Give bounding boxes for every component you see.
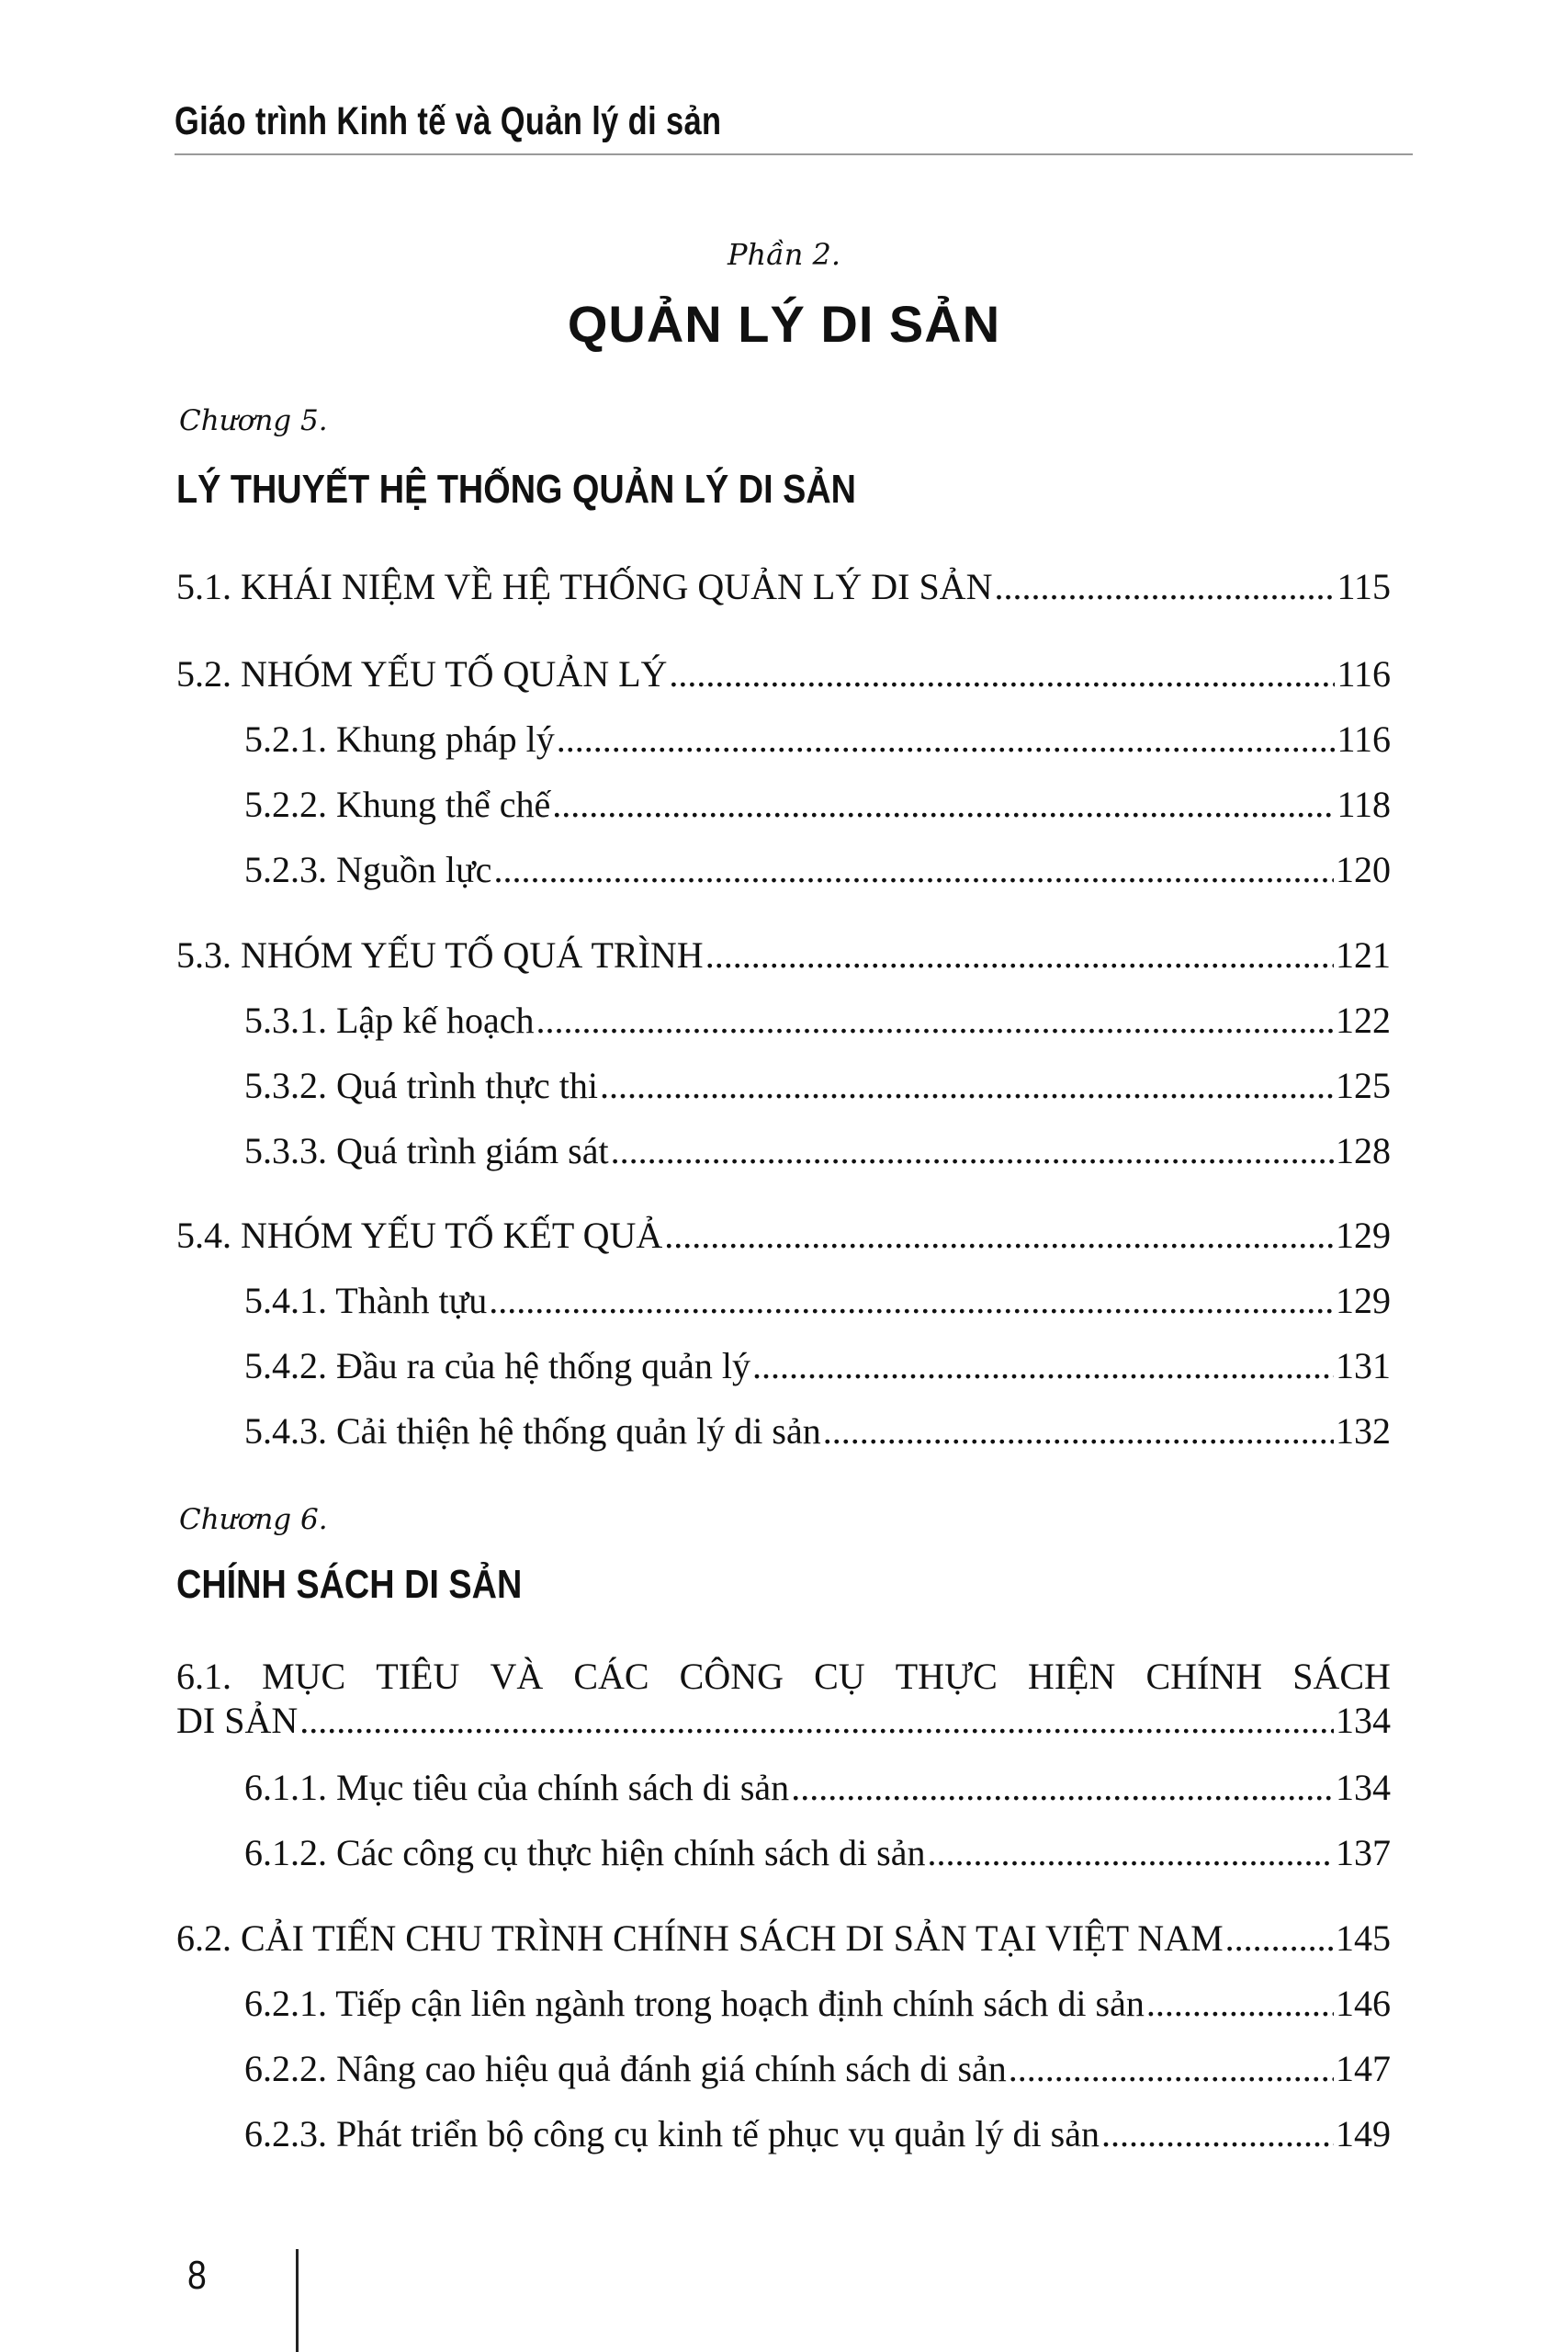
toc-entry-6-2-3[interactable] (244, 2111, 1391, 2157)
toc-entry-label: 6.1.2. Các công cụ thực hiện chính sách di sản (244, 1832, 926, 1873)
toc-entry-label: 5.2.2. Khung thể chế (244, 784, 551, 825)
toc-leader-dots (1101, 2111, 1334, 2157)
toc-entry-page: 118 (1337, 784, 1391, 825)
toc-entry-label: 5.3.1. Lập kế hoạch (244, 1000, 535, 1041)
toc-leader-dots (489, 1278, 1334, 1324)
toc-entry-6-1-2[interactable] (244, 1830, 1391, 1876)
toc-entry-5-3-2[interactable] (244, 1063, 1391, 1109)
toc-entry-5-2-1[interactable] (244, 717, 1391, 763)
chapter-6-title: CHÍNH SÁCH DI SẢN (176, 1562, 523, 1607)
toc-entry-label: 5.3.3. Quá trình giám sát (244, 1130, 609, 1171)
toc-leader-dots (705, 933, 1334, 978)
toc-leader-dots (791, 1765, 1334, 1811)
toc-leader-dots (552, 782, 1335, 828)
toc-entry-5-4-3[interactable] (244, 1408, 1391, 1454)
toc-entry-5-4-1[interactable] (244, 1278, 1391, 1324)
chapter-5-title: LÝ THUYẾT HỆ THỐNG QUẢN LÝ DI SẢN (176, 467, 857, 512)
toc-entry-label: 5.4.2. Đầu ra của hệ thống quản lý (244, 1345, 750, 1386)
toc-entry-page: 122 (1336, 1000, 1391, 1041)
toc-entry-page: 147 (1336, 2048, 1391, 2089)
part-title: QUẢN LÝ DI SẢN (567, 295, 1001, 353)
toc-entry-label: 5.4. NHÓM YẾU TỐ KẾT QUẢ (176, 1215, 663, 1256)
toc-word: TIÊU (376, 1656, 460, 1697)
toc-word: CỤ (814, 1656, 865, 1697)
toc-entry-5-3-3[interactable] (244, 1128, 1391, 1174)
toc-entry-label: 6.2.1. Tiếp cận liên ngành trong hoạch định chính sách di sản (244, 1983, 1145, 2024)
toc-word: CÁC (573, 1656, 649, 1697)
toc-entry-page: 115 (1337, 566, 1391, 607)
toc-leader-dots (669, 651, 1335, 697)
toc-entry-5-2[interactable] (176, 651, 1391, 697)
toc-entry-6-2[interactable] (176, 1916, 1391, 1962)
toc-entry-page: 120 (1336, 849, 1391, 890)
toc-entry-6-1-1[interactable] (244, 1765, 1391, 1811)
toc-entry-5-1[interactable] (176, 564, 1391, 610)
toc-entry-label: 6.2. CẢI TIẾN CHU TRÌNH CHÍNH SÁCH DI SẢN TẠI VIỆT NAM (176, 1917, 1224, 1959)
toc-leader-dots (1225, 1916, 1334, 1962)
toc-word: 6.1. (176, 1656, 231, 1697)
toc-word: CHÍNH (1145, 1656, 1263, 1697)
toc-word: CÔNG (679, 1656, 784, 1697)
toc-entry-label: 5.1. KHÁI NIỆM VỀ HỆ THỐNG QUẢN LÝ DI SẢN (176, 566, 993, 607)
toc-entry-5-3-1[interactable] (244, 998, 1391, 1044)
toc-entry-page: 129 (1336, 1215, 1391, 1256)
toc-leader-dots (927, 1830, 1334, 1876)
toc-entry-6-2-2[interactable] (244, 2046, 1391, 2092)
toc-entry-label-line1 (176, 1654, 1391, 1700)
footer-rule (296, 2249, 299, 2352)
toc-leader-dots (611, 1128, 1334, 1174)
toc-entry-5-4[interactable] (176, 1213, 1391, 1259)
toc-entry-label: 5.2. NHÓM YẾU TỐ QUẢN LÝ (176, 653, 668, 695)
toc-entry-page: 132 (1336, 1410, 1391, 1452)
toc-entry-page: 116 (1337, 653, 1391, 695)
toc-entry-5-3[interactable] (176, 933, 1391, 978)
chapter-6-label: Chương 6. (179, 1503, 328, 1536)
toc-entry-page: 125 (1336, 1065, 1391, 1106)
toc-entry-5-2-3[interactable] (244, 847, 1391, 893)
toc-entry-label: 5.2.3. Nguồn lực (244, 849, 492, 890)
toc-leader-dots (557, 717, 1336, 763)
toc-word: MỤC (262, 1656, 346, 1697)
part-label: Phần 2. (727, 237, 841, 272)
toc-leader-dots (536, 998, 1334, 1044)
chapter-5-label: Chương 5. (179, 404, 328, 437)
toc-entry-page: 131 (1336, 1345, 1391, 1386)
toc-entry-page: 146 (1336, 1983, 1391, 2024)
running-header-title: Giáo trình Kinh tế và Quản lý di sản (175, 99, 722, 143)
toc-word: VÀ (490, 1656, 544, 1697)
toc-entry-page: 134 (1336, 1700, 1391, 1741)
toc-entry-6-1[interactable] (176, 1654, 1391, 1744)
toc-entry-page: 116 (1337, 718, 1391, 760)
toc-entry-label: 5.3. NHÓM YẾU TỐ QUÁ TRÌNH (176, 934, 704, 976)
toc-entry-page: 137 (1336, 1832, 1391, 1873)
toc-entry-label: 5.4.1. Thành tựu (244, 1280, 488, 1321)
toc-leader-dots (994, 564, 1335, 610)
toc-entry-page: 121 (1336, 934, 1391, 976)
header-rule (175, 153, 1413, 155)
toc-entry-label: 5.3.2. Quá trình thực thi (244, 1065, 598, 1106)
toc-word: HIỆN (1027, 1656, 1116, 1697)
toc-entry-5-4-2[interactable] (244, 1343, 1391, 1389)
toc-leader-dots (664, 1213, 1334, 1259)
toc-entry-label: 5.2.1. Khung pháp lý (244, 718, 555, 760)
toc-entry-continuation: DI SẢN (176, 1700, 299, 1741)
toc-entry-label: 6.2.2. Nâng cao hiệu quả đánh giá chính sách di sản (244, 2048, 1007, 2089)
toc-entry-page: 134 (1336, 1767, 1391, 1808)
toc-entry-page: 129 (1336, 1280, 1391, 1321)
toc-leader-dots (1146, 1981, 1334, 2027)
toc-entry-label: 5.4.3. Cải thiện hệ thống quản lý di sản (244, 1410, 821, 1452)
toc-word: THỰC (895, 1656, 998, 1697)
toc-entry-label: 6.1.1. Mục tiêu của chính sách di sản (244, 1767, 790, 1808)
toc-entry-label: 6.2.3. Phát triển bộ công cụ kinh tế phục vụ quản lý di sản (244, 2113, 1100, 2154)
toc-leader-dots (493, 847, 1334, 893)
toc-leader-dots (823, 1408, 1334, 1454)
toc-entry-label-line2 (176, 1698, 1391, 1744)
toc-entry-page: 149 (1336, 2113, 1391, 2154)
page-number: 8 (187, 2253, 207, 2298)
toc-leader-dots (752, 1343, 1334, 1389)
toc-entry-6-2-1[interactable] (244, 1981, 1391, 2027)
toc-entry-5-2-2[interactable] (244, 782, 1391, 828)
toc-entry-page: 145 (1336, 1917, 1391, 1959)
toc-leader-dots (299, 1698, 1334, 1744)
toc-word: SÁCH (1292, 1656, 1391, 1697)
toc-entry-page: 128 (1336, 1130, 1391, 1171)
toc-leader-dots (1009, 2046, 1334, 2092)
toc-leader-dots (600, 1063, 1334, 1109)
